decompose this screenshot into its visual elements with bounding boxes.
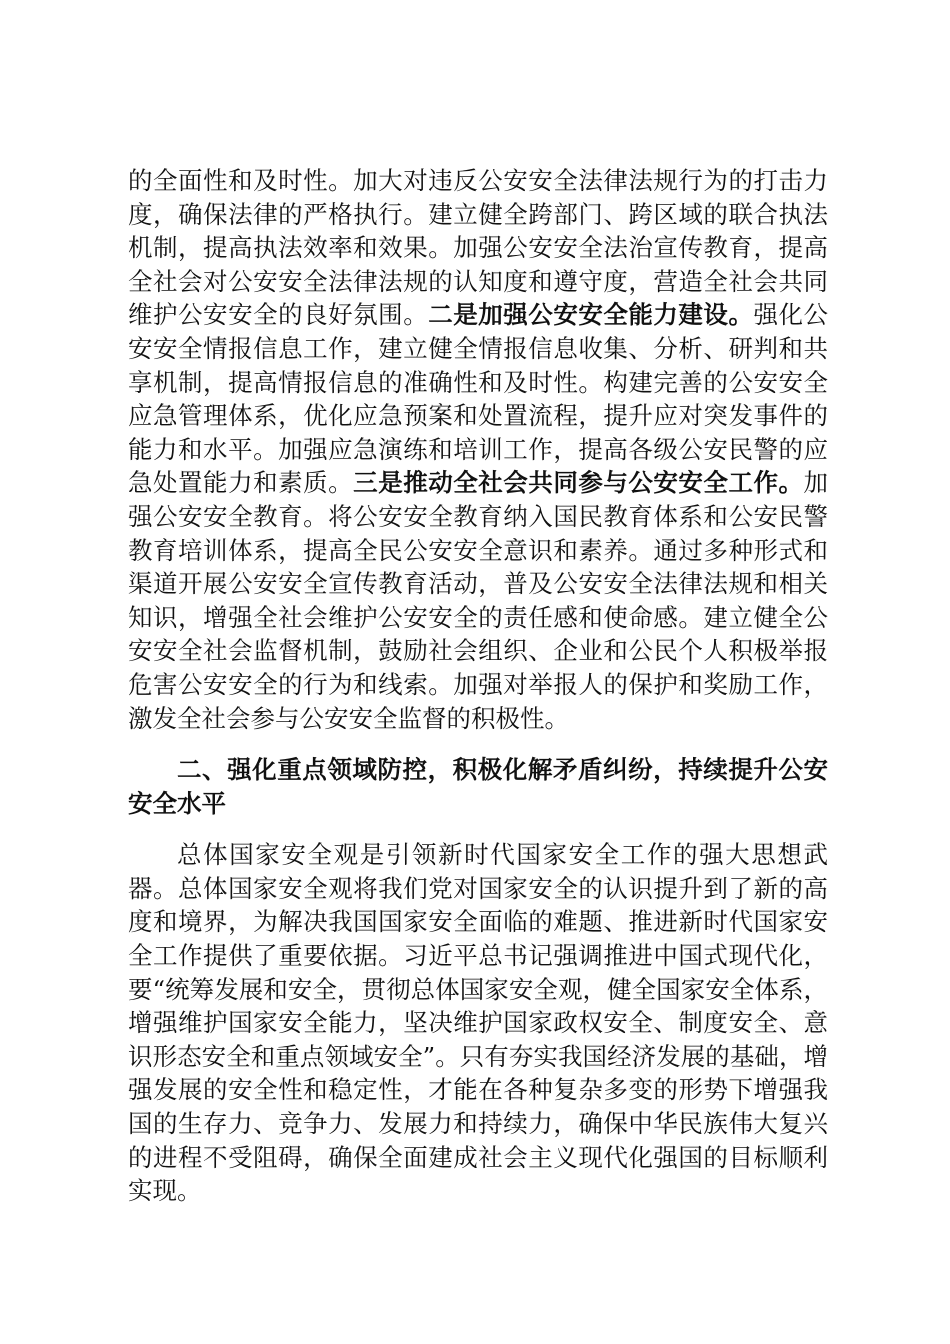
bold-point-three: 三是推动全社会共同参与公安安全工作。	[353, 468, 804, 498]
body-paragraph: 总体国家安全观是引领新时代国家安全工作的强大思想武器。总体国家安全观将我们党对国家安全的认识提升到了新的高度和境界，为解决我国国家安全面临的难题、推进新时代国家安全工作提供了重要依据。习近平总书记强调推进中国式现代化，要“统筹发展和安全，贯彻总体国家安全观，健全国家安全体系，增强维护国家安全能力，坚决维护国家政权安全、制度安全、意识形态安全和重点领域安全”。只有夯实我国经济发展的基础，增强发展的安全性和稳定性，才能在各种复杂多变的形势下增强我国的生存力、竞争力、发展力和持续力，确保中华民族伟大复兴的进程不受阻碍，确保全面建成社会主义现代化强国的目标顺利实现。	[128, 840, 828, 1206]
paragraph-text: 的全面性和及时性。加大对违反公安安全法律法规行为的打击力度，确保法律的严格执行。建立健全跨部门、跨区域的联合执法机制，提高执法效率和效果。加强公安安全法治宣传教育，提高全社会对公安安全法律法规的认知度和遵守度，营造全社会共同维护公安安全的良好氛围。	[128, 166, 828, 330]
spacer	[128, 820, 828, 838]
paragraph-text: 强化公安安全情报信息工作，建立健全情报信息收集、分析、研判和共享机制，提高情报信息的准确性和及时性。构建完善的公安安全应急管理体系，优化应急预案和处置流程，提升应对突发事件的能力和水平。加强应急演练和培训工作，提高各级公安民警的应急处置能力和素质。	[128, 300, 829, 498]
document-body	[128, 164, 828, 1208]
paragraph-continued	[128, 164, 828, 735]
section-heading: 二、强化重点领域防控，积极化解矛盾纠纷，持续提升公安安全水平	[128, 755, 828, 818]
paragraph-text: 加强公安安全教育。将公安安全教育纳入国民教育体系和公安民警教育培训体系，提高全民公安安全意识和素养。通过多种形式和渠道开展公安安全宣传教育活动，普及公安安全法律法规和相关知识，增强全社会维护公安安全的责任感和使命感。建立健全公安安全社会监督机制，鼓励社会组织、企业和公民个人积极举报危害公安安全的行为和线索。加强对举报人的保护和奖励工作，激发全社会参与公安安全监督的积极性。	[128, 468, 829, 733]
bold-point-two: 二是加强公安安全能力建设。	[428, 300, 754, 330]
